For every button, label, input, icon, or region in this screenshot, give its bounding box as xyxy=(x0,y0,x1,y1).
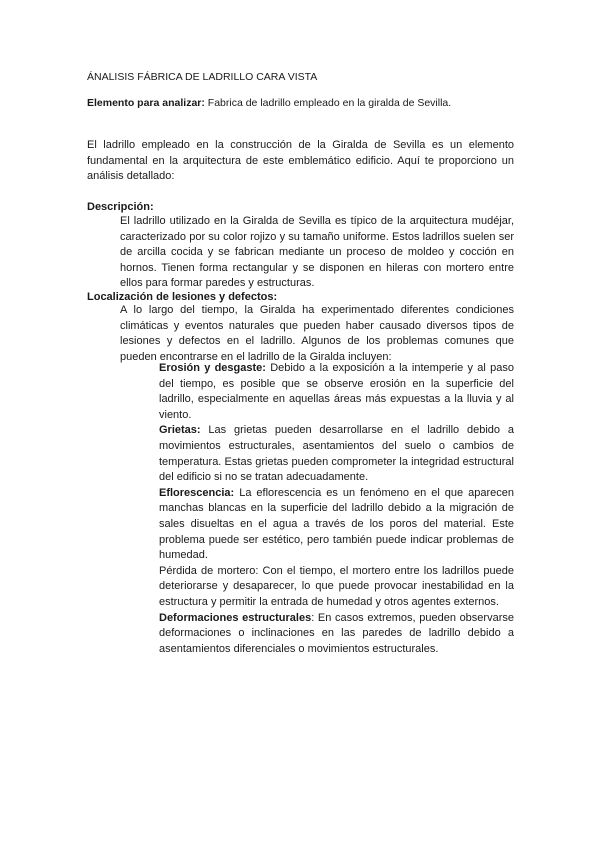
location-body: A lo largo del tiempo, la Giralda ha experimentado diferentes condiciones climáticas y eventos naturales que pueden haber causado diversos tipos de lesiones y defectos en el ladrillo. Algunos de los problemas comunes que pueden encontrarse en el ladrillo de la Giralda incluyen: xyxy=(120,304,514,363)
defect-label: Eflorescencia: xyxy=(159,486,235,499)
description-heading-text: Descripción: xyxy=(87,201,154,213)
defect-item xyxy=(159,611,514,658)
description-body: El ladrillo utilizado en la Giralda de Sevilla es típico de la arquitectura mudéjar, caracterizado por su color rojizo y su tamaño uniforme. Estos ladrillos suelen ser de arcilla cocida y se fabrican mediante un proceso de moldeo y cocción en hornos. Tienen forma rectangular y se disponen en hileras con mortero entre ellos para formar paredes y estructuras. xyxy=(120,215,514,290)
defect-item xyxy=(159,486,514,564)
defect-item xyxy=(159,564,514,611)
defect-text: : En casos extremos, pueden observarse deformaciones o inclinaciones en las paredes de ladrillo debido a asentamientos diferenciales o movimientos estructurales. xyxy=(159,611,514,655)
element-label: Elemento para analizar: xyxy=(87,97,205,109)
defects-list xyxy=(159,361,514,657)
defect-text: Pérdida de mortero: Con el tiempo, el mortero entre los ladrillos puede deteriorarse y desaparecer, lo que puede provocar inestabilidad en la estructura y permitir la entrada de humedad y otros agentes externos. xyxy=(159,564,514,608)
defect-label: Deformaciones estructurales xyxy=(159,611,312,624)
defect-text: La eflorescencia es un fenómeno en el que aparecen manchas blancas en la superficie del ladrillo debido a la migración de sales disueltas en el agua a través de los poros del material. Este problema puede ser estético, pero también puede indicar problemas de humedad. xyxy=(159,486,514,562)
defect-text: Las grietas pueden desarrollarse en el ladrillo debido a movimientos estructurales, asentamientos del suelo o cambios de temperatura. Estas grietas pueden comprometer la integridad estructural del edificio si no se tratan adecuadamente. xyxy=(159,424,514,484)
location-heading-text: Localización de lesiones y defectos: xyxy=(87,291,278,303)
defect-text: Debido a la exposición a la intemperie y al paso del tiempo, es posible que se observe erosión en la superficie del ladrillo, especialmente en aquellas áreas más expuestas a la lluvia y al viento. xyxy=(159,362,514,421)
document-title: ÁNALISIS FÁBRICA DE LADRILLO CARA VISTA xyxy=(87,71,318,83)
intro-paragraph: El ladrillo empleado en la construcción de la Giralda de Sevilla es un elemento fundamental en la arquitectura de este emblemático edificio. Aquí te proporciono un análisis detallado: xyxy=(87,139,514,183)
element-value: Fabrica de ladrillo empleado en la giralda de Sevilla. xyxy=(204,97,452,109)
defect-item xyxy=(159,361,514,423)
element-line xyxy=(87,96,451,112)
defect-label: Grietas: xyxy=(159,424,201,437)
defect-label: Erosión y desgaste: xyxy=(159,362,266,374)
defect-item xyxy=(159,423,514,485)
